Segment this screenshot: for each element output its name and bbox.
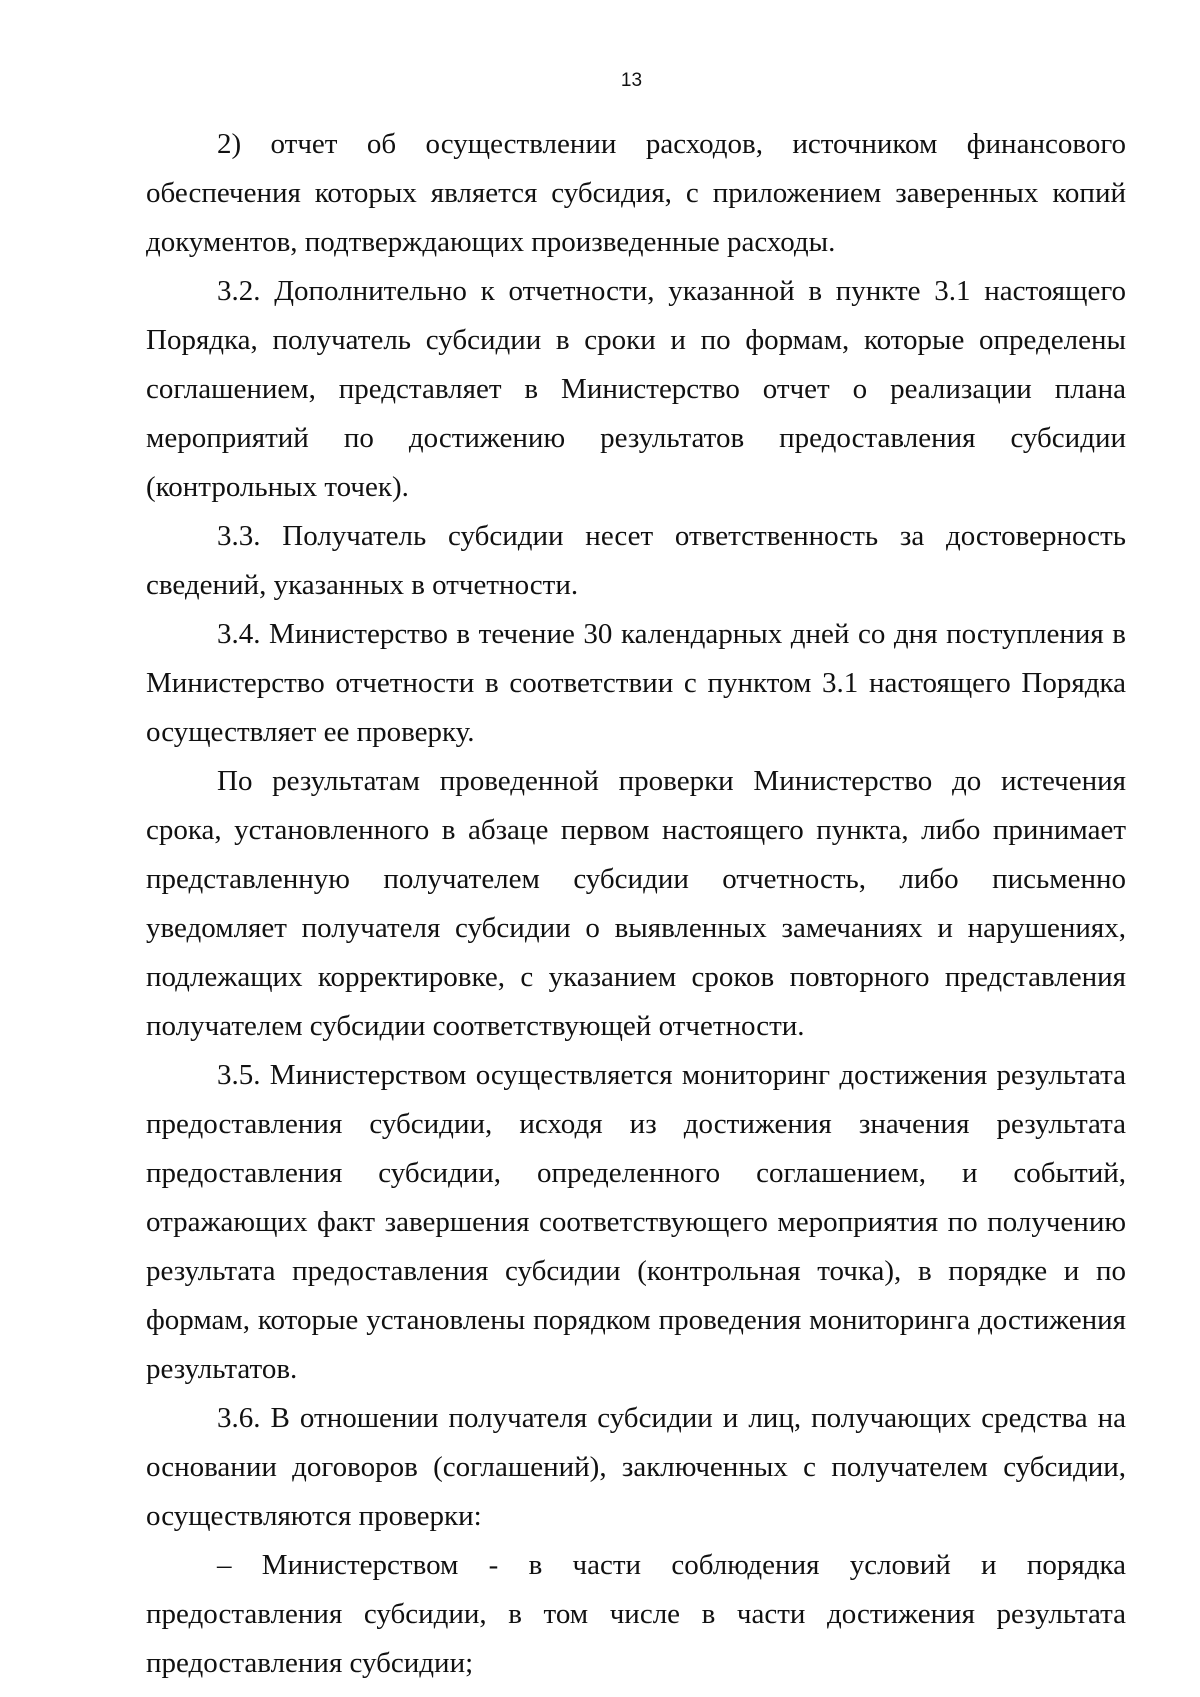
paragraph-ministry-checks: – Министерством - в части соблюдения условий и порядка предоставления субсидии, в том числе в части достижения результата предоставления субсидии; bbox=[146, 1549, 1126, 1679]
paragraph-3-5: 3.5. Министерством осуществляется мониторинг достижения результата предоставления субсидии, исходя из достижения значения результата предоставления субсидии, определенного соглашением, и событий, отражающих факт завершения соответствующего мероприятия по получению результата предоставления субсидии (контрольная точка), в порядке и по формам, которые установлены порядком проведения мониторинга достижения результатов. bbox=[146, 1059, 1126, 1385]
paragraph-3-2: 3.2. Дополнительно к отчетности, указанной в пункте 3.1 настоящего Порядка, получатель субсидии в сроки и по формам, которые определены соглашением, представляет в Министерство отчет о реализации плана мероприятий по достижению результатов предоставления субсидии (контрольных точек). bbox=[146, 275, 1126, 503]
paragraph-3-6: 3.6. В отношении получателя субсидии и лиц, получающих средства на основании договоров (соглашений), заключенных с получателем субсидии, осуществляются проверки: bbox=[146, 1402, 1126, 1532]
document-body bbox=[146, 120, 1126, 1688]
paragraph-3-3: 3.3. Получатель субсидии несет ответственность за достоверность сведений, указанных в отчетности. bbox=[146, 520, 1126, 601]
paragraph-expense-report: 2) отчет об осуществлении расходов, источником финансового обеспечения которых является субсидия, с приложением заверенных копий документов, подтверждающих произведенные расходы. bbox=[146, 128, 1126, 258]
paragraph-3-4: 3.4. Министерство в течение 30 календарных дней со дня поступления в Министерство отчетности в соответствии с пунктом 3.1 настоящего Порядка осуществляет ее проверку. bbox=[146, 618, 1126, 748]
page-number: 13 bbox=[620, 70, 643, 91]
paragraph-review-results: По результатам проведенной проверки Министерство до истечения срока, установленного в абзаце первом настоящего пункта, либо принимает представленную получателем субсидии отчетность, либо письменно уведомляет получателя субсидии о выявленных замечаниях и нарушениях, подлежащих корректировке, с указанием сроков повторного представления получателем субсидии соответствующей отчетности. bbox=[146, 765, 1126, 1042]
